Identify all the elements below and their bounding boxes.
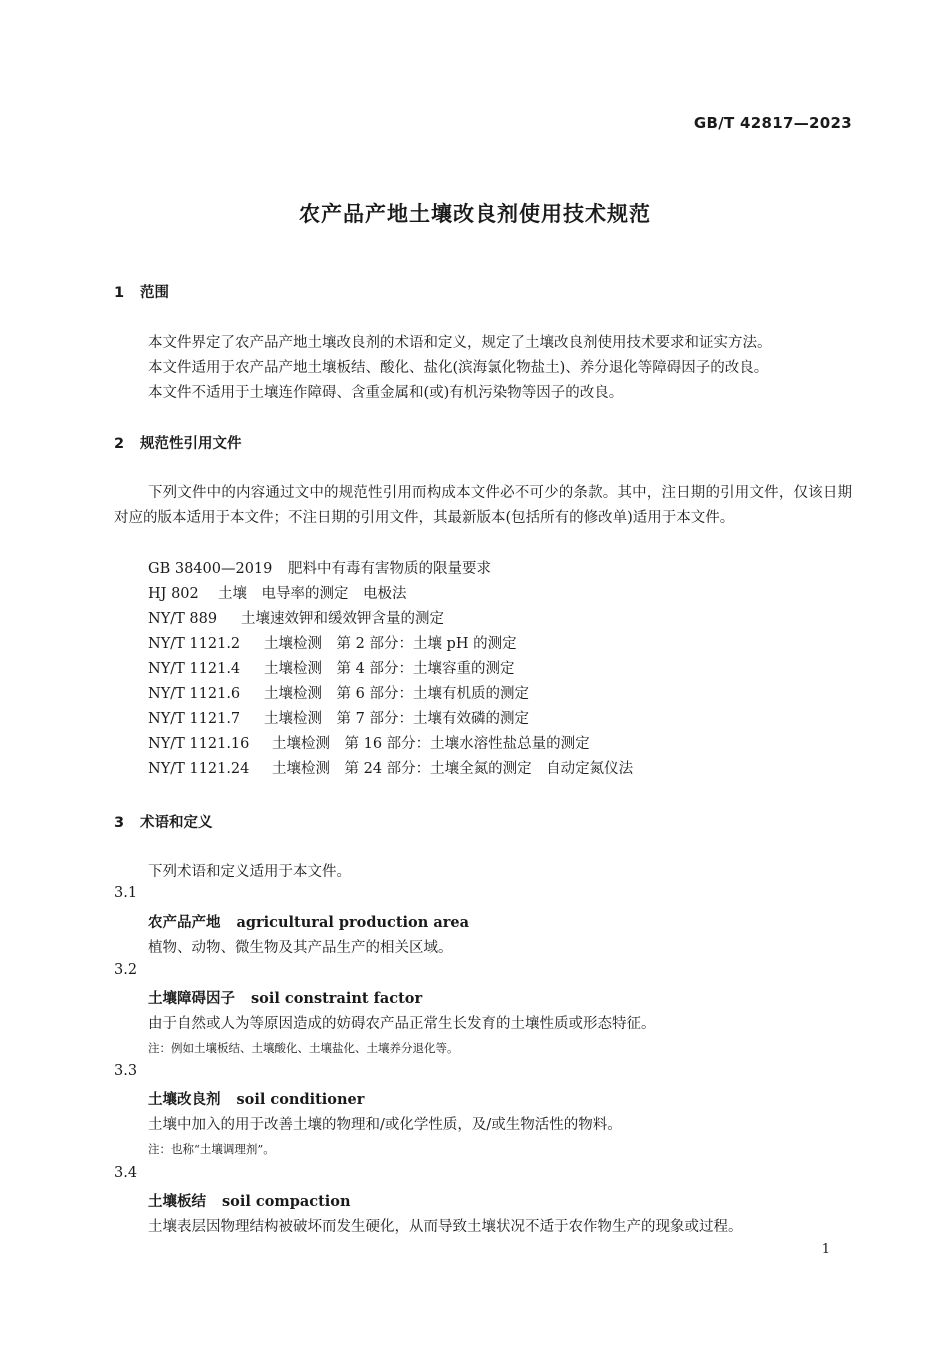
section-number: 2 xyxy=(114,436,125,452)
section-heading-scope xyxy=(114,281,169,302)
reference-item xyxy=(148,607,444,628)
term-definition: 土壤中加入的用于改善土壤的物理和/或化学性质，及/或生物活性的物料。 xyxy=(148,1117,622,1133)
scope-line-1: 本文件界定了农产品产地土壤改良剂的术语和定义，规定了土壤改良剂使用技术要求和证实方法。 xyxy=(148,335,772,351)
term-number: 3.4 xyxy=(114,1165,138,1181)
reference-code: GB 38400—2019 xyxy=(148,561,273,577)
reference-code: NY/T 1121.16 xyxy=(148,736,250,752)
section-title: 规范性引用文件 xyxy=(140,436,242,452)
scope-line-2: 本文件适用于农产品产地土壤板结、酸化、盐化(滨海氯化物盐土)、养分退化等障碍因子的改良。 xyxy=(148,360,769,376)
standard-code: GB/T 42817—2023 xyxy=(693,114,852,132)
term-note: 注：例如土壤板结、土壤酸化、土壤盐化、土壤养分退化等。 xyxy=(148,1041,459,1055)
reference-item xyxy=(148,657,514,678)
document-title: 农产品产地土壤改良剂使用技术规范 xyxy=(299,202,651,226)
reference-item xyxy=(148,557,491,578)
section-heading-terms xyxy=(114,811,213,832)
terms-intro: 下列术语和定义适用于本文件。 xyxy=(148,864,351,880)
section-number: 3 xyxy=(114,815,125,831)
term-number: 3.2 xyxy=(114,962,138,978)
reference-item xyxy=(148,732,590,753)
term-definition: 植物、动物、微生物及其产品生产的相关区域。 xyxy=(148,940,453,956)
reference-code: NY/T 1121.7 xyxy=(148,711,241,727)
reference-code: HJ 802 xyxy=(148,586,199,602)
term-en: soil conditioner xyxy=(236,1091,365,1108)
section-number: 1 xyxy=(114,285,125,301)
term-note: 注：也称“土壤调理剂”。 xyxy=(148,1142,275,1156)
reference-title: 土壤检测 第 16 部分：土壤水溶性盐总量的测定 xyxy=(272,736,590,752)
scope-line-3: 本文件不适用于土壤连作障碍、含重金属和(或)有机污染物等因子的改良。 xyxy=(148,385,624,401)
term-zh: 土壤障碍因子 xyxy=(148,991,235,1007)
reference-item xyxy=(148,582,407,603)
reference-code: NY/T 1121.6 xyxy=(148,686,241,702)
term-heading xyxy=(148,1190,351,1211)
reference-code: NY/T 889 xyxy=(148,611,218,627)
term-en: agricultural production area xyxy=(236,914,469,931)
term-heading xyxy=(148,987,422,1008)
section-heading-normative-references xyxy=(114,432,242,453)
section-title: 术语和定义 xyxy=(140,815,213,831)
section-title: 范围 xyxy=(140,285,169,301)
term-definition: 土壤表层因物理结构被破坏而发生硬化，从而导致土壤状况不适于农作物生产的现象或过程。 xyxy=(148,1219,743,1235)
term-number: 3.1 xyxy=(114,885,138,901)
reference-code: NY/T 1121.24 xyxy=(148,761,250,777)
reference-title: 土壤检测 第 4 部分：土壤容重的测定 xyxy=(264,661,515,677)
reference-code: NY/T 1121.4 xyxy=(148,661,241,677)
reference-title: 土壤 电导率的测定 电极法 xyxy=(218,586,407,602)
term-en: soil compaction xyxy=(222,1193,351,1210)
reference-title: 土壤检测 第 6 部分：土壤有机质的测定 xyxy=(264,686,529,702)
page-number: 1 xyxy=(821,1242,830,1257)
term-number: 3.3 xyxy=(114,1063,138,1079)
reference-title: 肥料中有毒有害物质的限量要求 xyxy=(288,561,491,577)
term-zh: 土壤改良剂 xyxy=(148,1092,221,1108)
reference-title: 土壤速效钾和缓效钾含量的测定 xyxy=(241,611,444,627)
term-en: soil constraint factor xyxy=(251,990,423,1007)
reference-item xyxy=(148,757,633,778)
references-intro: 下列文件中的内容通过文中的规范性引用而构成本文件必不可少的条款。其中，注日期的引用文件，仅该日期对应的版本适用于本文件；不注日期的引用文件，其最新版本(包括所有的修改单)适用于本文件。 xyxy=(114,485,852,526)
term-definition: 由于自然或人为等原因造成的妨碍农产品正常生长发育的土壤性质或形态特征。 xyxy=(148,1016,656,1032)
reference-item xyxy=(148,707,529,728)
reference-title: 土壤检测 第 24 部分：土壤全氮的测定 自动定氮仪法 xyxy=(272,761,634,777)
term-zh: 农产品产地 xyxy=(148,915,221,931)
term-heading xyxy=(148,911,469,932)
reference-item xyxy=(148,682,529,703)
reference-item xyxy=(148,632,517,653)
reference-code: NY/T 1121.2 xyxy=(148,636,241,652)
term-zh: 土壤板结 xyxy=(148,1194,206,1210)
reference-title: 土壤检测 第 7 部分：土壤有效磷的测定 xyxy=(264,711,529,727)
reference-title: 土壤检测 第 2 部分：土壤 pH 的测定 xyxy=(264,636,517,652)
term-heading xyxy=(148,1088,364,1109)
